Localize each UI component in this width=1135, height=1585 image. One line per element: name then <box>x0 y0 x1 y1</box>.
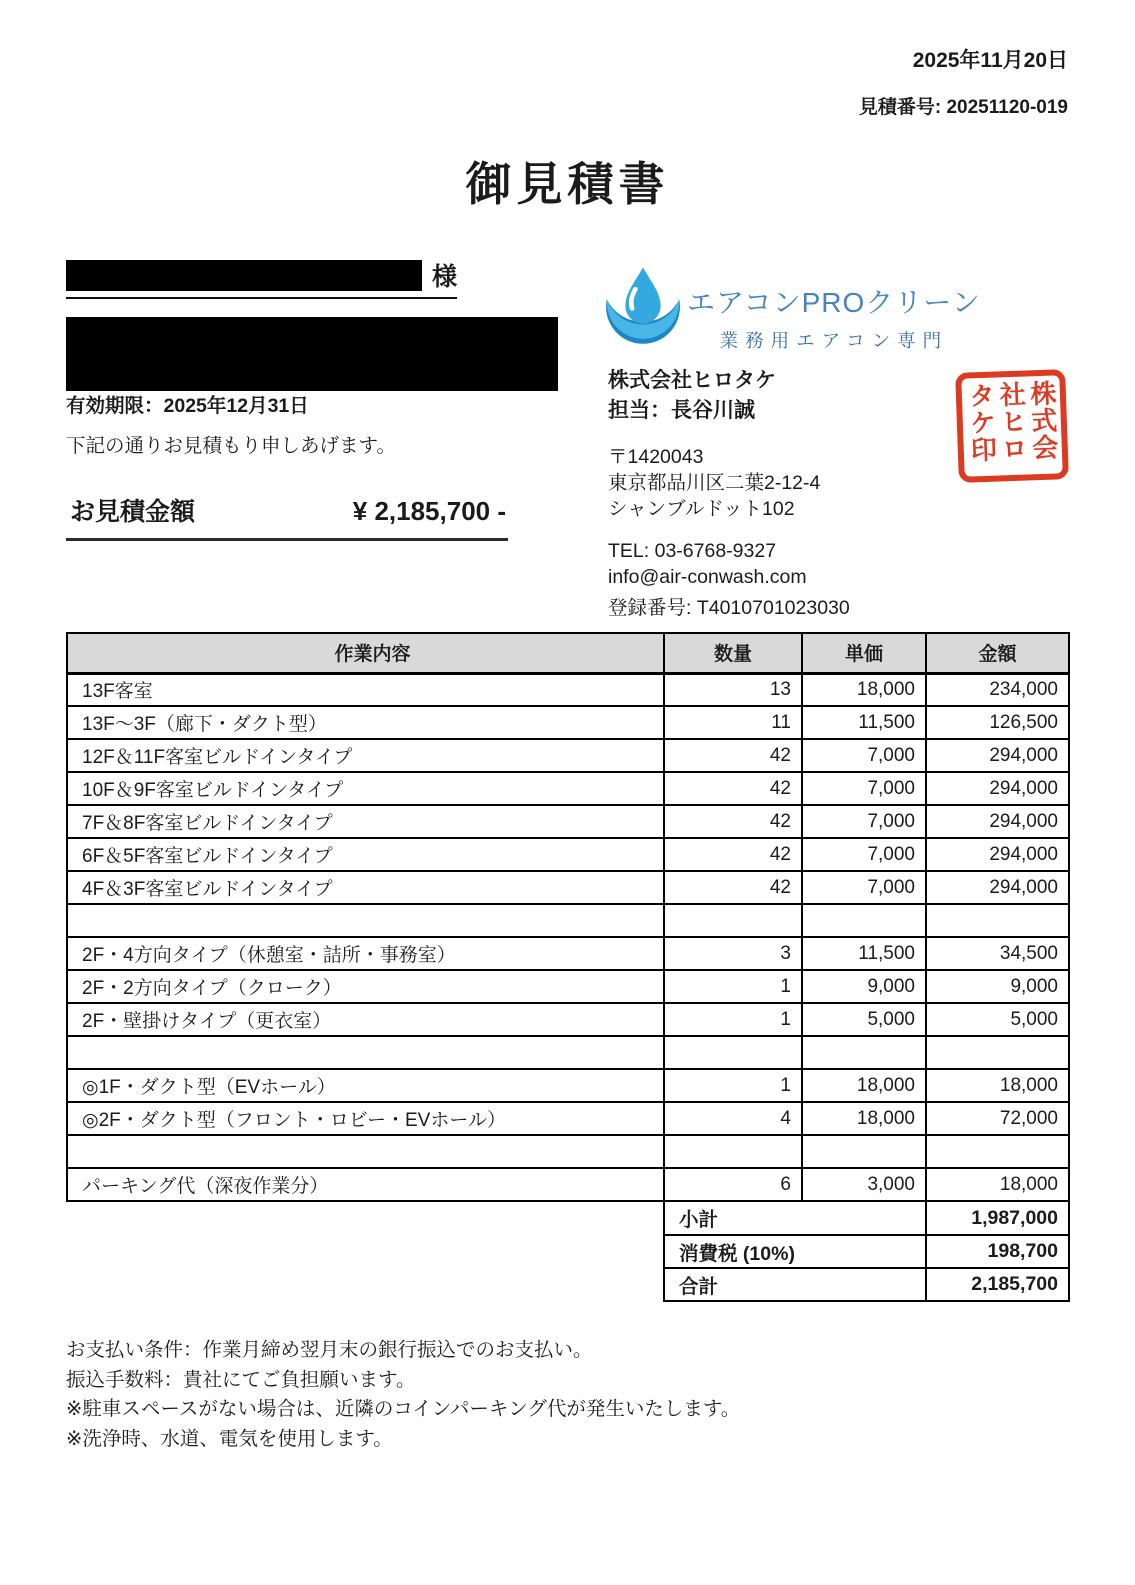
cell-amount <box>926 904 1069 937</box>
totals-row <box>664 1268 1069 1301</box>
cell-unit-price: 5,000 <box>802 1003 926 1036</box>
cell-amount <box>926 1135 1069 1168</box>
estimate-amount-value: ¥ 2,185,700 - <box>352 496 506 526</box>
cell-amount: 5,000 <box>926 1003 1069 1036</box>
totals-label: 小計 <box>664 1202 926 1235</box>
cell-unit-price: 3,000 <box>802 1168 926 1201</box>
cell-work-description <box>67 1135 664 1168</box>
cell-quantity: 42 <box>664 871 802 904</box>
company-logo <box>601 264 981 353</box>
cell-unit-price: 9,000 <box>802 970 926 1003</box>
cell-amount: 9,000 <box>926 970 1069 1003</box>
cell-quantity: 13 <box>664 673 802 706</box>
items-section <box>66 632 1068 1302</box>
intro-text: 下記の通りお見積もり申しあげます。 <box>66 435 396 457</box>
cell-unit-price <box>802 1036 926 1069</box>
cell-amount: 234,000 <box>926 673 1069 706</box>
water-drop-icon <box>601 264 685 348</box>
cell-quantity: 4 <box>664 1102 802 1135</box>
cell-amount: 18,000 <box>926 1168 1069 1201</box>
cell-unit-price: 7,000 <box>802 838 926 871</box>
cell-unit-price: 18,000 <box>802 1102 926 1135</box>
footer-note-line: ※洗浄時、水道、電気を使用します。 <box>66 1427 393 1450</box>
company-email: info@air-conwash.com <box>608 566 807 588</box>
table-row <box>67 1036 1069 1069</box>
col-header-unit-price: 単価 <box>802 633 926 673</box>
totals-body <box>664 1202 1069 1301</box>
cell-unit-price: 18,000 <box>802 673 926 706</box>
cell-work-description: 6F＆5F客室ビルドインタイプ <box>67 838 664 871</box>
logo-text <box>687 264 981 353</box>
estimate-amount-row <box>66 492 508 541</box>
cell-quantity: 1 <box>664 1003 802 1036</box>
company-seal-stamp <box>955 369 1069 483</box>
cell-amount: 294,000 <box>926 871 1069 904</box>
footer-note-line: 振込手数料：貴社にてご負担願います。 <box>66 1368 416 1391</box>
cell-amount: 294,000 <box>926 772 1069 805</box>
cell-work-description: 2F・4方向タイプ（休憩室・詰所・事務室） <box>67 937 664 970</box>
cell-quantity: 42 <box>664 838 802 871</box>
cell-work-description: 10F＆9F客室ビルドインタイプ <box>67 772 664 805</box>
cell-quantity: 42 <box>664 772 802 805</box>
table-row <box>67 673 1069 706</box>
table-row <box>67 1003 1069 1036</box>
cell-quantity: 42 <box>664 805 802 838</box>
cell-unit-price: 11,500 <box>802 937 926 970</box>
company-postal-code: 〒1420043 <box>608 446 704 468</box>
totals-value: 2,185,700 <box>926 1268 1069 1301</box>
cell-amount: 18,000 <box>926 1069 1069 1102</box>
cell-work-description: 13F客室 <box>67 673 664 706</box>
table-row <box>67 1168 1069 1201</box>
logo-subtitle: 業務用エアコン専門 <box>719 330 949 351</box>
cell-unit-price: 7,000 <box>802 772 926 805</box>
totals-label: 消費税 (10%) <box>664 1235 926 1268</box>
totals-row <box>664 1202 1069 1235</box>
cell-work-description: ◎1F・ダクト型（EVホール） <box>67 1069 664 1102</box>
cell-unit-price <box>802 1135 926 1168</box>
cell-quantity: 3 <box>664 937 802 970</box>
company-phone: TEL: 03-6768-9327 <box>608 540 777 562</box>
col-header-work-description: 作業内容 <box>67 633 664 673</box>
cell-work-description: 12F＆11F客室ビルドインタイプ <box>67 739 664 772</box>
totals-label: 合計 <box>664 1268 926 1301</box>
footer-notes <box>66 1336 740 1454</box>
col-header-amount: 金額 <box>926 633 1069 673</box>
totals-table <box>663 1202 1070 1302</box>
cell-amount <box>926 1036 1069 1069</box>
table-row <box>67 772 1069 805</box>
company-address-line2: シャンブルドット102 <box>608 498 795 520</box>
cell-quantity <box>664 1135 802 1168</box>
document-date: 2025年11月20日 <box>912 49 1068 72</box>
cell-unit-price: 18,000 <box>802 1069 926 1102</box>
totals-value: 198,700 <box>926 1235 1069 1268</box>
table-row <box>67 970 1069 1003</box>
customer-honorific: 様 <box>432 262 458 291</box>
cell-work-description: パーキング代（深夜作業分） <box>67 1168 664 1201</box>
cell-amount: 72,000 <box>926 1102 1069 1135</box>
table-row <box>67 739 1069 772</box>
cell-amount: 294,000 <box>926 838 1069 871</box>
page-title: 御見積書 <box>465 158 670 210</box>
table-header-row <box>67 633 1069 673</box>
cell-work-description: 4F＆3F客室ビルドインタイプ <box>67 871 664 904</box>
redacted-customer-address <box>66 317 558 391</box>
cell-quantity: 1 <box>664 970 802 1003</box>
cell-amount: 294,000 <box>926 739 1069 772</box>
cell-quantity: 11 <box>664 706 802 739</box>
totals-value: 1,987,000 <box>926 1202 1069 1235</box>
cell-unit-price <box>802 904 926 937</box>
table-row <box>67 1069 1069 1102</box>
table-row <box>67 904 1069 937</box>
cell-work-description: 13F〜3F（廊下・ダクト型） <box>67 706 664 739</box>
cell-quantity: 42 <box>664 739 802 772</box>
cell-work-description: 2F・2方向タイプ（クローク） <box>67 970 664 1003</box>
cell-work-description <box>67 904 664 937</box>
table-row <box>67 706 1069 739</box>
cell-unit-price: 7,000 <box>802 805 926 838</box>
items-table <box>66 632 1070 1202</box>
table-row <box>67 838 1069 871</box>
validity-date: 有効期限：2025年12月31日 <box>66 395 309 417</box>
estimate-number: 見積番号: 20251120-019 <box>858 97 1068 118</box>
cell-work-description: ◎2F・ダクト型（フロント・ロビー・EVホール） <box>67 1102 664 1135</box>
footer-note-line: お支払い条件：作業月締め翌月末の銀行振込でのお支払い。 <box>66 1339 593 1361</box>
company-seal-text: 株式会社ヒロタケ印 <box>965 379 1060 464</box>
cell-unit-price: 11,500 <box>802 706 926 739</box>
cell-work-description: 2F・壁掛けタイプ（更衣室） <box>67 1003 664 1036</box>
items-table-body <box>67 673 1069 1201</box>
cell-work-description <box>67 1036 664 1069</box>
table-row <box>67 871 1069 904</box>
cell-amount: 126,500 <box>926 706 1069 739</box>
table-row <box>67 1102 1069 1135</box>
logo-title: エアコンPROクリーン <box>687 287 981 318</box>
customer-name-row <box>66 260 457 299</box>
cell-quantity: 1 <box>664 1069 802 1102</box>
cell-amount: 294,000 <box>926 805 1069 838</box>
company-name: 株式会社ヒロタケ <box>608 369 776 392</box>
table-row <box>67 937 1069 970</box>
company-contact-person: 担当：長谷川誠 <box>608 399 755 422</box>
cell-quantity <box>664 904 802 937</box>
redacted-customer-name <box>66 260 422 291</box>
cell-unit-price: 7,000 <box>802 871 926 904</box>
totals-row <box>664 1235 1069 1268</box>
table-row <box>67 805 1069 838</box>
cell-work-description: 7F＆8F客室ビルドインタイプ <box>67 805 664 838</box>
company-registration-number: 登録番号: T4010701023030 <box>608 597 850 619</box>
cell-unit-price: 7,000 <box>802 739 926 772</box>
col-header-quantity: 数量 <box>664 633 802 673</box>
cell-quantity: 6 <box>664 1168 802 1201</box>
cell-amount: 34,500 <box>926 937 1069 970</box>
company-address-line1: 東京都品川区二葉2-12-4 <box>608 472 821 494</box>
table-row <box>67 1135 1069 1168</box>
estimate-amount-label: お見積金額 <box>70 498 196 526</box>
footer-note-line: ※駐車スペースがない場合は、近隣のコインパーキング代が発生いたします。 <box>66 1398 741 1420</box>
cell-quantity <box>664 1036 802 1069</box>
